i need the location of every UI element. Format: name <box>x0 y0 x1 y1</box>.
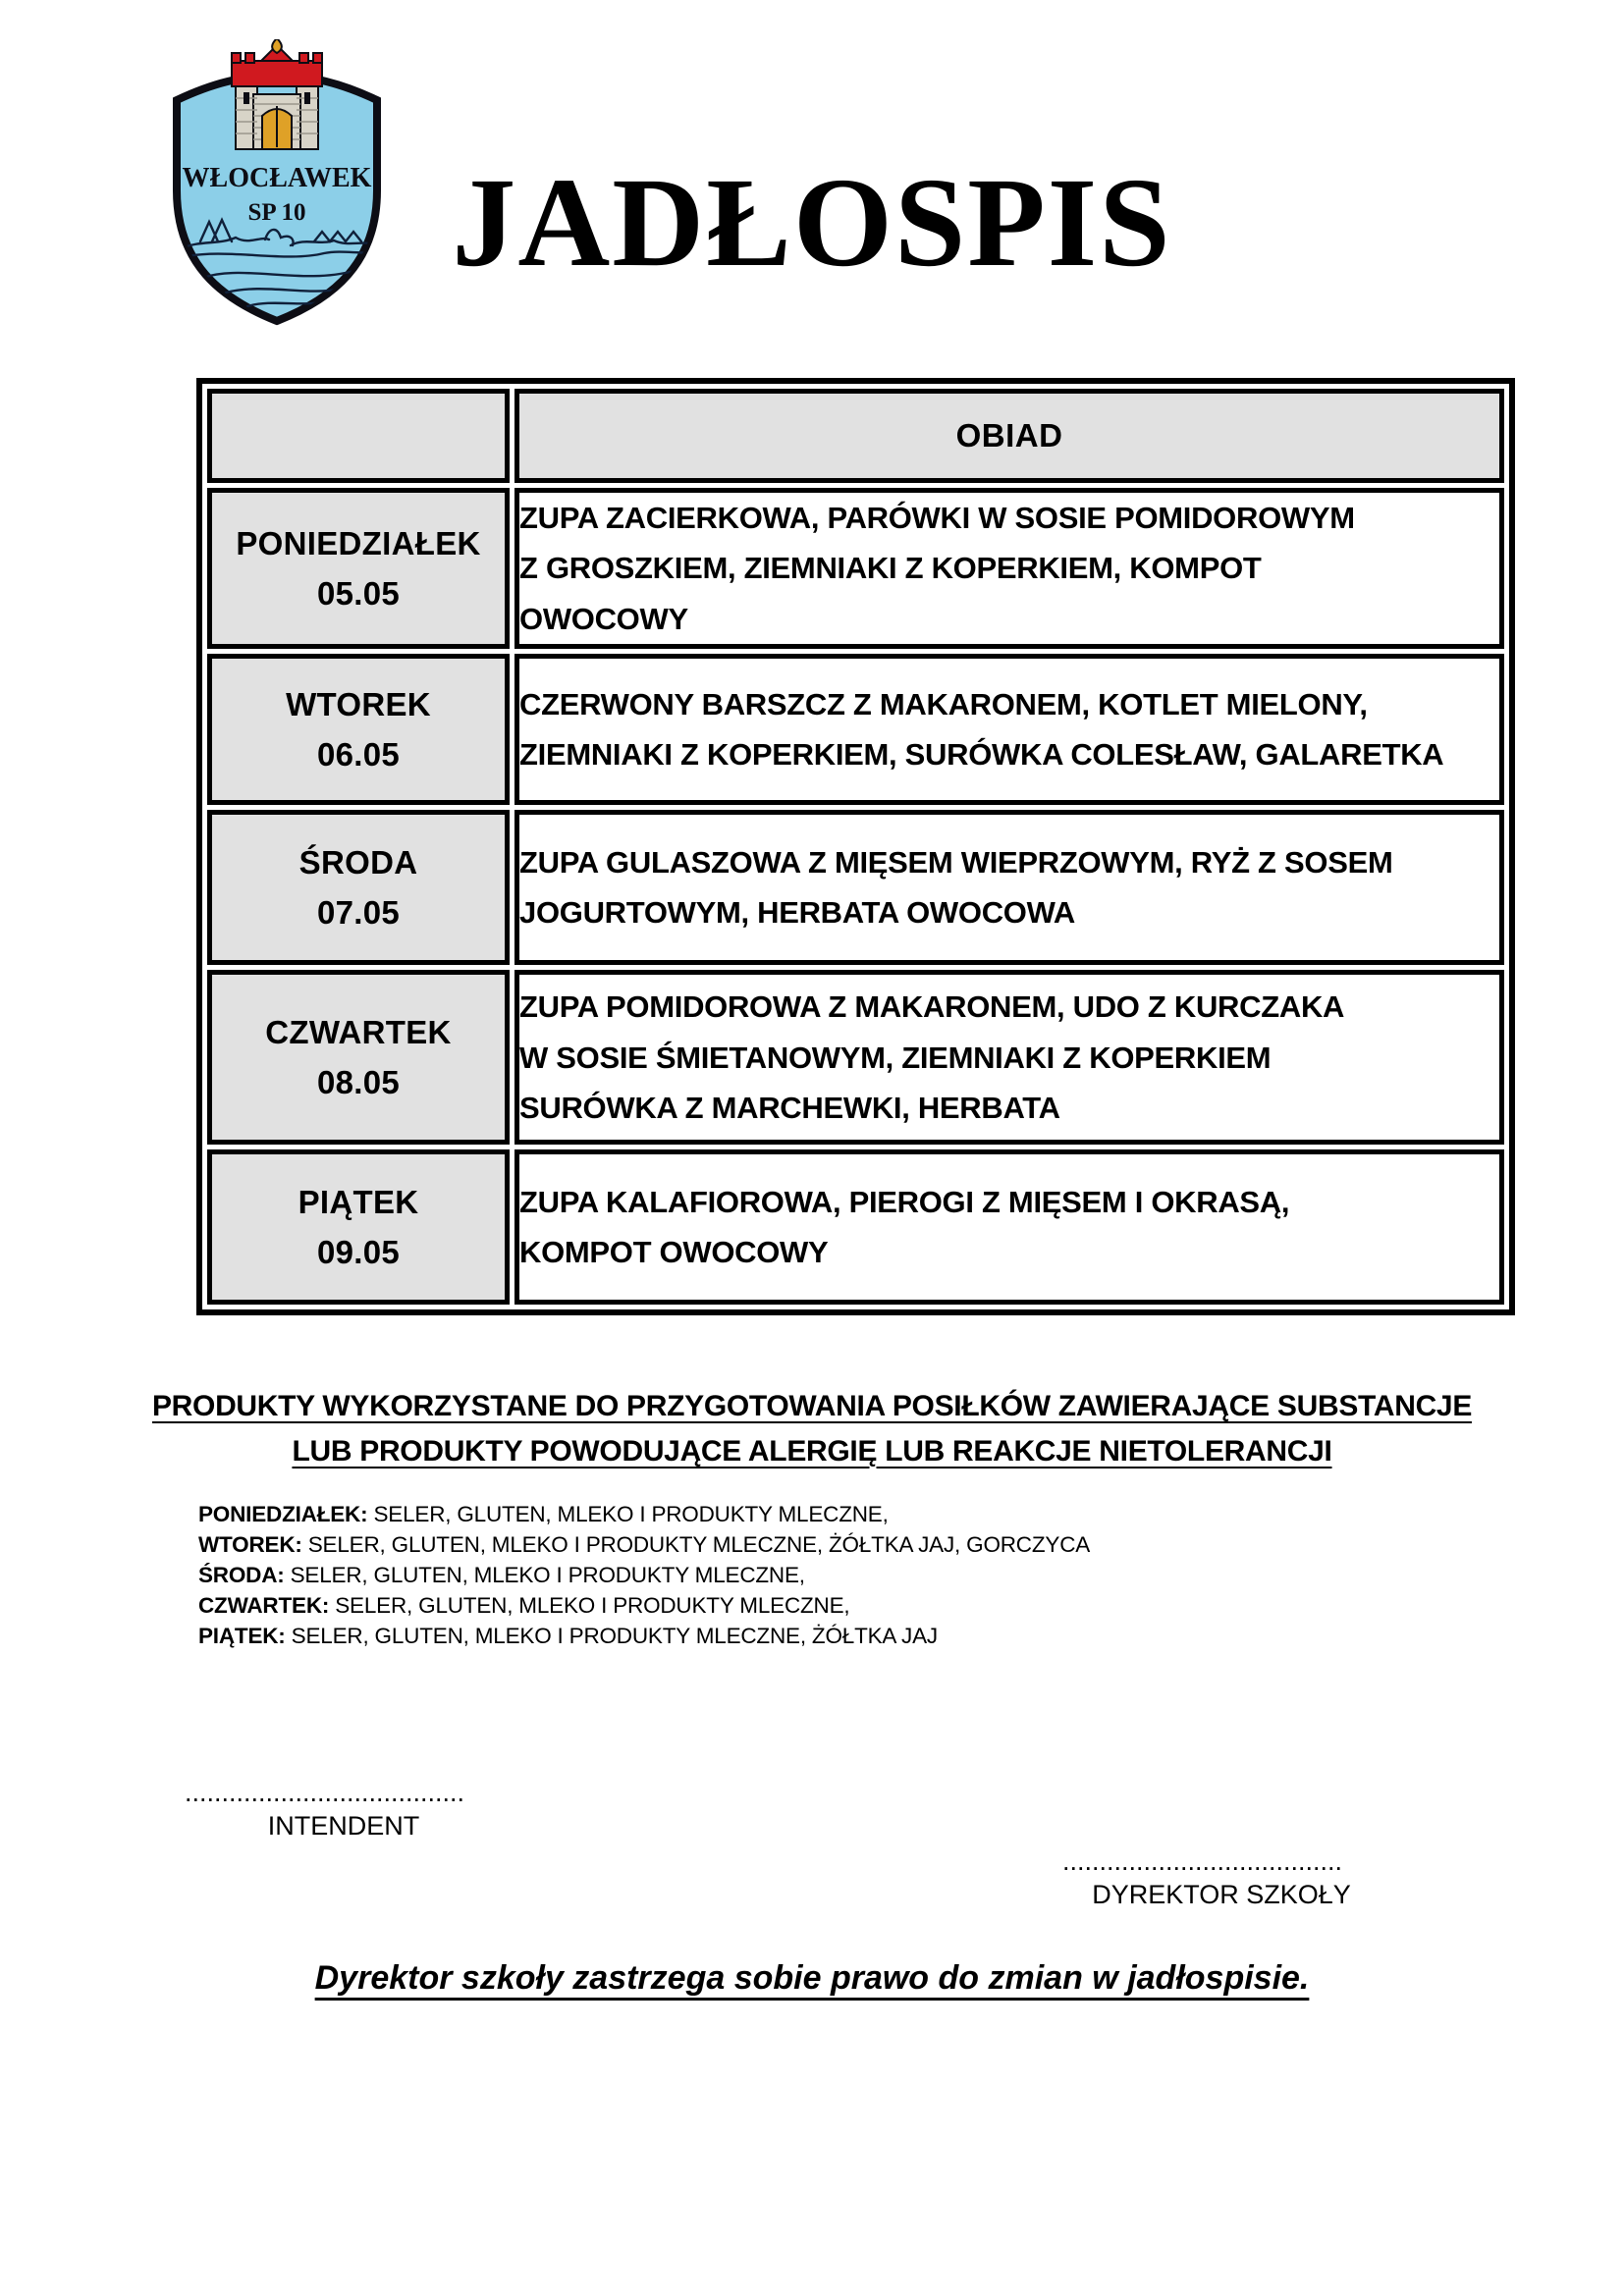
day-cell <box>207 1149 510 1305</box>
day-label: ŚRODA <box>298 844 418 881</box>
intendent-signature-line: ...................................... <box>185 1778 465 1807</box>
allergens-heading-line2: LUB PRODUKTY POWODUJĄCE ALERGIĘ LUB REAKCJE NIETOLERANCJI <box>292 1434 1332 1468</box>
table-row <box>207 1149 1504 1305</box>
meal-description <box>514 810 1504 965</box>
day-label: PIĄTEK <box>298 1184 419 1221</box>
day-cell <box>207 810 510 965</box>
meal-line: ZUPA POMIDOROWA Z MAKARONEM, UDO Z KURCZAKA <box>519 989 1345 1025</box>
meal-line: SURÓWKA Z MARCHEWKI, HERBATA <box>519 1091 1060 1126</box>
allergen-day: PONIEDZIAŁEK: <box>198 1502 368 1526</box>
meal-description <box>514 970 1504 1145</box>
allergen-line <box>198 1560 1090 1590</box>
meal-line: OWOCOWY <box>519 601 688 636</box>
allergen-day: PIĄTEK: <box>198 1624 286 1648</box>
allergen-items: SELER, GLUTEN, MLEKO I PRODUKTY MLECZNE, <box>290 1563 805 1587</box>
director-label: DYREKTOR SZKOŁY <box>1092 1880 1351 1909</box>
table-row <box>207 970 1504 1145</box>
meal-line: Z GROSZKIEM, ZIEMNIAKI Z KOPERKIEM, KOMPOT <box>519 551 1262 586</box>
meal-description <box>514 1149 1504 1305</box>
meal-line: JOGURTOWYM, HERBATA OWOCOWA <box>519 895 1075 931</box>
crest-city-name: WŁOCŁAWEK <box>182 163 372 193</box>
footer-note <box>0 1959 1624 1998</box>
allergen-items: SELER, GLUTEN, MLEKO I PRODUKTY MLECZNE, ŻÓŁTKA JAJ, GORCZYCA <box>307 1532 1091 1557</box>
footer-note-text: Dyrektor szkoły zastrzega sobie prawo do zmian w jadłospisie. <box>314 1959 1310 1997</box>
meal-line: ZUPA GULASZOWA Z MIĘSEM WIEPRZOWYM, RYŻ Z SOSEM <box>519 844 1393 880</box>
castle-icon <box>232 39 322 149</box>
table-row <box>207 654 1504 805</box>
crest-school-number: SP 10 <box>247 199 306 226</box>
meal-line: CZERWONY BARSZCZ Z MAKARONEM, KOTLET MIELONY, <box>519 686 1368 721</box>
meal-line: ZIEMNIAKI Z KOPERKIEM, SURÓWKA COLESŁAW, GALARETKA <box>519 737 1444 773</box>
date-label: 09.05 <box>316 1234 401 1271</box>
intendent-label: INTENDENT <box>267 1811 420 1841</box>
allergen-line <box>198 1590 1090 1621</box>
allergens-heading-line1: PRODUKTY WYKORZYSTANE DO PRZYGOTOWANIA POSIŁKÓW ZAWIERAJĄCE SUBSTANCJE <box>151 1390 1473 1422</box>
obiad-header-cell: OBIAD <box>514 389 1504 483</box>
date-label: 07.05 <box>316 894 401 932</box>
day-header-cell <box>207 389 510 483</box>
date-label: 08.05 <box>316 1064 401 1101</box>
meal-line: W SOSIE ŚMIETANOWYM, ZIEMNIAKI Z KOPERKIEM <box>519 1040 1272 1075</box>
meal-line: ZUPA ZACIERKOWA, PARÓWKI W SOSIE POMIDOROWYM <box>519 501 1355 535</box>
date-label: 06.05 <box>316 736 401 774</box>
table-row <box>207 488 1504 649</box>
allergen-day: CZWARTEK: <box>198 1593 330 1618</box>
allergen-day: ŚRODA: <box>198 1563 285 1587</box>
allergen-line <box>198 1529 1090 1560</box>
allergen-day: WTOREK: <box>198 1532 302 1557</box>
allergen-items: SELER, GLUTEN, MLEKO I PRODUKTY MLECZNE, <box>335 1593 850 1618</box>
page-title: JADŁOSPIS <box>452 152 1172 294</box>
allergens-list <box>198 1499 1090 1651</box>
day-cell <box>207 488 510 649</box>
allergen-items: SELER, GLUTEN, MLEKO I PRODUKTY MLECZNE, <box>373 1502 889 1526</box>
day-cell <box>207 970 510 1145</box>
meal-description <box>514 654 1504 805</box>
day-cell <box>207 654 510 805</box>
allergen-line <box>198 1621 1090 1651</box>
table-row <box>207 810 1504 965</box>
director-signature-line: ...................................... <box>1062 1846 1343 1876</box>
meal-line: KOMPOT OWOCOWY <box>519 1235 829 1270</box>
menu-table <box>196 378 1515 1315</box>
day-label: PONIEDZIAŁEK <box>236 525 481 562</box>
table-header-row <box>207 389 1504 483</box>
allergen-line <box>198 1499 1090 1529</box>
day-label: WTOREK <box>286 686 431 723</box>
meal-line: ZUPA KALAFIOROWA, PIEROGI Z MIĘSEM I OKRASĄ, <box>519 1184 1290 1219</box>
allergen-items: SELER, GLUTEN, MLEKO I PRODUKTY MLECZNE, ŻÓŁTKA JAJ <box>291 1624 938 1648</box>
allergens-heading <box>0 1384 1624 1473</box>
meal-description <box>514 488 1504 649</box>
date-label: 05.05 <box>316 575 401 613</box>
day-label: CZWARTEK <box>265 1014 452 1051</box>
